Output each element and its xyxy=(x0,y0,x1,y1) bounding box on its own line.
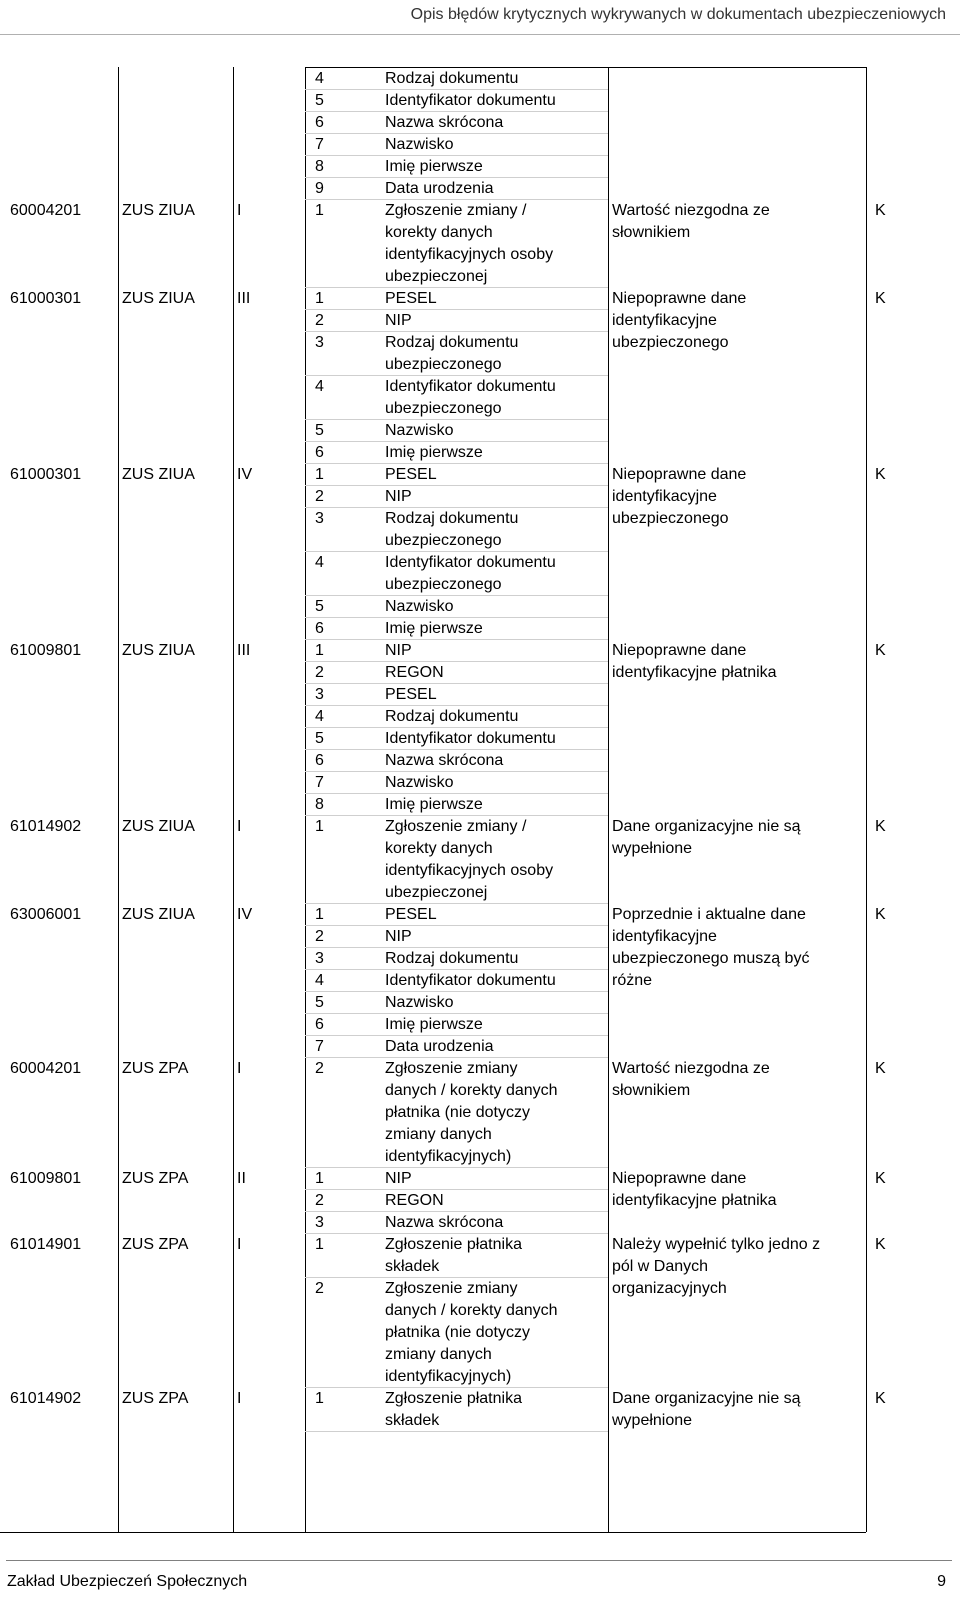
field-number: 4 xyxy=(315,554,324,571)
field-row-separator xyxy=(305,485,608,486)
field-row-separator xyxy=(305,991,608,992)
field-row-separator xyxy=(305,639,608,640)
field-label: PESEL xyxy=(385,466,437,483)
field-row-separator xyxy=(305,463,608,464)
error-code: 60004201 xyxy=(10,1060,82,1077)
error-code: 61014902 xyxy=(10,818,82,835)
field-number: 1 xyxy=(315,202,324,219)
field-label: Nazwisko xyxy=(385,774,454,791)
field-number: 1 xyxy=(315,906,324,923)
field-label: Identyfikator dokumentu xyxy=(385,972,556,989)
error-description: słownikiem xyxy=(612,1082,691,1099)
field-row-separator xyxy=(305,595,608,596)
table-column-border xyxy=(118,67,119,1532)
field-row-separator xyxy=(305,683,608,684)
document-type: ZUS ZIUA xyxy=(122,642,195,659)
field-label: Imię pierwsze xyxy=(385,158,483,175)
field-label: płatnika (nie dotyczy xyxy=(385,1104,530,1121)
field-number: 5 xyxy=(315,422,324,439)
error-description: organizacyjnych xyxy=(612,1280,727,1297)
field-label: Identyfikator dokumentu xyxy=(385,554,556,571)
block-number: I xyxy=(237,202,242,219)
error-description: identyfikacyjne xyxy=(612,312,717,329)
field-number: 5 xyxy=(315,730,324,747)
document-type: ZUS ZIUA xyxy=(122,818,195,835)
error-description: identyfikacyjne płatnika xyxy=(612,664,777,681)
field-label: NIP xyxy=(385,488,412,505)
document-type: ZUS ZIUA xyxy=(122,906,195,923)
error-description: ubezpieczonego muszą być xyxy=(612,950,810,967)
field-number: 4 xyxy=(315,70,324,87)
block-number: I xyxy=(237,1236,242,1253)
field-label: Nazwa skrócona xyxy=(385,752,504,769)
field-label: Rodzaj dokumentu xyxy=(385,510,519,527)
block-number: IV xyxy=(237,906,253,923)
field-label: identyfikacyjnych osoby xyxy=(385,246,554,263)
block-number: I xyxy=(237,1060,242,1077)
field-row-separator xyxy=(305,133,608,134)
field-number: 8 xyxy=(315,796,324,813)
field-number: 4 xyxy=(315,708,324,725)
field-label: Identyfikator dokumentu xyxy=(385,730,556,747)
block-number: II xyxy=(237,1170,246,1187)
field-label: NIP xyxy=(385,928,412,945)
field-label: składek xyxy=(385,1258,440,1275)
error-description: Poprzednie i aktualne dane xyxy=(612,906,806,923)
field-row-separator xyxy=(305,925,608,926)
field-label: Zgłoszenie płatnika xyxy=(385,1236,522,1253)
field-row-separator xyxy=(305,903,608,904)
field-number: 3 xyxy=(315,510,324,527)
severity: K xyxy=(875,466,886,483)
field-label: korekty danych xyxy=(385,224,493,241)
field-label: ubezpieczonej xyxy=(385,268,488,285)
block-number: IV xyxy=(237,466,253,483)
field-label: Zgłoszenie zmiany / xyxy=(385,202,527,219)
footer-organization: Zakład Ubezpieczeń Społecznych xyxy=(7,1573,248,1590)
error-code: 61009801 xyxy=(10,642,82,659)
error-code: 61009801 xyxy=(10,1170,82,1187)
field-number: 5 xyxy=(315,92,324,109)
field-number: 3 xyxy=(315,950,324,967)
severity: K xyxy=(875,1236,886,1253)
field-row-separator xyxy=(305,1431,608,1432)
table-column-border xyxy=(866,67,867,1532)
field-label: NIP xyxy=(385,312,412,329)
severity: K xyxy=(875,818,886,835)
field-number: 2 xyxy=(315,928,324,945)
field-label: Imię pierwsze xyxy=(385,620,483,637)
field-label: zmiany danych xyxy=(385,1346,492,1363)
error-description: identyfikacyjne xyxy=(612,928,717,945)
field-label: Zgłoszenie zmiany xyxy=(385,1060,518,1077)
field-number: 7 xyxy=(315,136,324,153)
field-label: płatnika (nie dotyczy xyxy=(385,1324,530,1341)
field-label: Nazwisko xyxy=(385,422,454,439)
document-type: ZUS ZIUA xyxy=(122,202,195,219)
field-number: 2 xyxy=(315,312,324,329)
field-label: PESEL xyxy=(385,686,437,703)
field-label: danych / korekty danych xyxy=(385,1302,558,1319)
field-label: Zgłoszenie zmiany xyxy=(385,1280,518,1297)
field-label: Rodzaj dokumentu xyxy=(385,334,519,351)
field-number: 2 xyxy=(315,1060,324,1077)
error-description: Niepoprawne dane xyxy=(612,466,747,483)
error-description: Niepoprawne dane xyxy=(612,290,747,307)
field-label: PESEL xyxy=(385,906,437,923)
error-description: Wartość niezgodna ze xyxy=(612,1060,770,1077)
error-description: Wartość niezgodna ze xyxy=(612,202,770,219)
field-label: Nazwisko xyxy=(385,994,454,1011)
severity: K xyxy=(875,1170,886,1187)
error-code: 63006001 xyxy=(10,906,82,923)
field-label: NIP xyxy=(385,1170,412,1187)
severity: K xyxy=(875,202,886,219)
field-label: Imię pierwsze xyxy=(385,796,483,813)
field-label: Zgłoszenie zmiany / xyxy=(385,818,527,835)
field-label: Imię pierwsze xyxy=(385,1016,483,1033)
field-number: 4 xyxy=(315,972,324,989)
error-description: Niepoprawne dane xyxy=(612,1170,747,1187)
error-description: Należy wypełnić tylko jedno z xyxy=(612,1236,821,1253)
field-label: ubezpieczonego xyxy=(385,532,502,549)
error-description: Niepoprawne dane xyxy=(612,642,747,659)
field-label: PESEL xyxy=(385,290,437,307)
field-label: ubezpieczonego xyxy=(385,576,502,593)
field-number: 3 xyxy=(315,334,324,351)
table-column-border xyxy=(608,67,609,1532)
field-label: Nazwisko xyxy=(385,136,454,153)
field-number: 6 xyxy=(315,620,324,637)
error-description: Dane organizacyjne nie są xyxy=(612,818,801,835)
field-row-separator xyxy=(305,1189,608,1190)
field-number: 5 xyxy=(315,598,324,615)
field-number: 1 xyxy=(315,642,324,659)
field-label: Rodzaj dokumentu xyxy=(385,950,519,967)
error-code: 61014902 xyxy=(10,1390,82,1407)
severity: K xyxy=(875,642,886,659)
field-row-separator xyxy=(305,287,608,288)
severity: K xyxy=(875,290,886,307)
error-description: wypełnione xyxy=(612,1412,693,1429)
error-description: Dane organizacyjne nie są xyxy=(612,1390,801,1407)
field-number: 1 xyxy=(315,290,324,307)
document-type: ZUS ZIUA xyxy=(122,466,195,483)
field-row-separator xyxy=(305,771,608,772)
footer-rule xyxy=(6,1560,952,1561)
field-label: NIP xyxy=(385,642,412,659)
field-number: 1 xyxy=(315,1390,324,1407)
error-code: 60004201 xyxy=(10,202,82,219)
severity: K xyxy=(875,1060,886,1077)
field-label: Nazwa skrócona xyxy=(385,1214,504,1231)
field-number: 1 xyxy=(315,818,324,835)
page-header-title: Opis błędów krytycznych wykrywanych w dokumentach ubezpieczeniowych xyxy=(410,6,946,23)
error-code: 61014901 xyxy=(10,1236,82,1253)
field-label: Nazwisko xyxy=(385,598,454,615)
field-number: 2 xyxy=(315,488,324,505)
error-description: wypełnione xyxy=(612,840,693,857)
field-number: 2 xyxy=(315,1192,324,1209)
block-number: III xyxy=(237,290,251,307)
field-label: ubezpieczonej xyxy=(385,884,488,901)
error-description: różne xyxy=(612,972,653,989)
field-label: Data urodzenia xyxy=(385,180,494,197)
field-number: 5 xyxy=(315,994,324,1011)
field-label: Data urodzenia xyxy=(385,1038,494,1055)
severity: K xyxy=(875,906,886,923)
document-type: ZUS ZIUA xyxy=(122,290,195,307)
document-type: ZUS ZPA xyxy=(122,1060,189,1077)
document-type: ZUS ZPA xyxy=(122,1390,189,1407)
field-number: 6 xyxy=(315,1016,324,1033)
error-description: pól w Danych xyxy=(612,1258,709,1275)
field-label: korekty danych xyxy=(385,840,493,857)
document-type: ZUS ZPA xyxy=(122,1170,189,1187)
field-label: Nazwa skrócona xyxy=(385,114,504,131)
field-label: ubezpieczonego xyxy=(385,400,502,417)
field-label: zmiany danych xyxy=(385,1126,492,1143)
field-number: 2 xyxy=(315,1280,324,1297)
field-number: 8 xyxy=(315,158,324,175)
block-number: I xyxy=(237,1390,242,1407)
field-row-separator xyxy=(305,1167,608,1168)
error-description: słownikiem xyxy=(612,224,691,241)
field-label: Rodzaj dokumentu xyxy=(385,70,519,87)
field-label: Identyfikator dokumentu xyxy=(385,378,556,395)
field-number: 2 xyxy=(315,664,324,681)
error-code: 61000301 xyxy=(10,290,82,307)
table-bottom-border xyxy=(0,1532,866,1533)
document-type: ZUS ZPA xyxy=(122,1236,189,1253)
field-label: danych / korekty danych xyxy=(385,1082,558,1099)
field-label: ubezpieczonego xyxy=(385,356,502,373)
error-description: identyfikacyjne płatnika xyxy=(612,1192,777,1209)
field-label: Identyfikator dokumentu xyxy=(385,92,556,109)
severity: K xyxy=(875,1390,886,1407)
field-number: 7 xyxy=(315,774,324,791)
field-number: 1 xyxy=(315,1170,324,1187)
field-label: REGON xyxy=(385,1192,444,1209)
field-row-separator xyxy=(305,309,608,310)
error-description: ubezpieczonego xyxy=(612,510,729,527)
page-number: 9 xyxy=(937,1573,946,1590)
field-number: 6 xyxy=(315,114,324,131)
error-description: ubezpieczonego xyxy=(612,334,729,351)
field-number: 6 xyxy=(315,752,324,769)
field-number: 6 xyxy=(315,444,324,461)
block-number: III xyxy=(237,642,251,659)
field-label: REGON xyxy=(385,664,444,681)
field-label: Rodzaj dokumentu xyxy=(385,708,519,725)
field-label: Imię pierwsze xyxy=(385,444,483,461)
field-number: 1 xyxy=(315,1236,324,1253)
field-label: identyfikacyjnych) xyxy=(385,1148,512,1165)
block-number: I xyxy=(237,818,242,835)
field-number: 1 xyxy=(315,466,324,483)
error-description: identyfikacyjne xyxy=(612,488,717,505)
field-row-separator xyxy=(305,661,608,662)
field-label: identyfikacyjnych) xyxy=(385,1368,512,1385)
field-row-separator xyxy=(305,419,608,420)
field-label: składek xyxy=(385,1412,440,1429)
field-number: 3 xyxy=(315,686,324,703)
field-number: 9 xyxy=(315,180,324,197)
field-number: 7 xyxy=(315,1038,324,1055)
field-label: Zgłoszenie płatnika xyxy=(385,1390,522,1407)
field-label: identyfikacyjnych osoby xyxy=(385,862,554,879)
field-number: 4 xyxy=(315,378,324,395)
field-number: 3 xyxy=(315,1214,324,1231)
table-column-border xyxy=(233,67,234,1532)
error-code: 61000301 xyxy=(10,466,82,483)
